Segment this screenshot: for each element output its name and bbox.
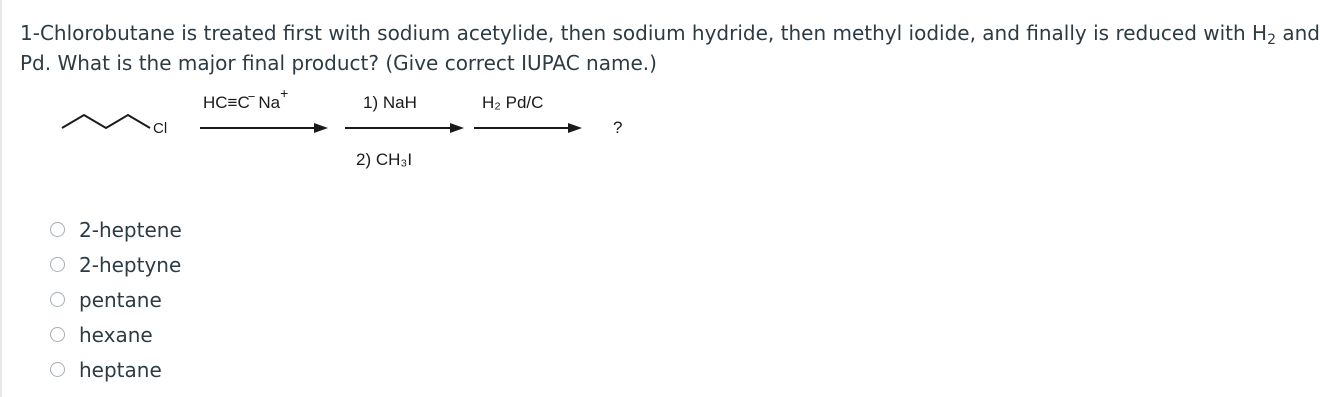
question-line-1-text: 1-Chlorobutane is treated first with sodium acetylide, then sodium hydride, then methyl iodide, and finally is reduced with H [20, 21, 1268, 45]
answer-option-hexane[interactable] [50, 317, 182, 352]
answer-option-heptane[interactable] [50, 352, 182, 387]
answer-option-2-heptyne[interactable] [50, 247, 182, 282]
question-text [20, 18, 1320, 78]
reagent-sodium-acetylide: HC≡C− Na+ [203, 85, 289, 112]
arrow-1-head [314, 123, 328, 133]
answer-option-2-heptene[interactable] [50, 212, 182, 247]
answer-option-pentane[interactable] [50, 282, 182, 317]
radio-button[interactable] [50, 222, 65, 237]
reagent-nah: 1) NaH [363, 93, 417, 112]
product-question-mark: ? [613, 118, 623, 137]
arrow-2-head [450, 123, 464, 133]
chloride-label: Cl [153, 120, 168, 137]
radio-button[interactable] [50, 327, 65, 342]
question-line-2: Pd. What is the major final product? (Give correct IUPAC name.) [20, 51, 657, 75]
answer-options [50, 212, 182, 387]
h2-subscript: 2 [1267, 32, 1277, 48]
question-line-1 [20, 18, 1320, 48]
radio-button[interactable] [50, 292, 65, 307]
answer-label: pentane [79, 287, 162, 312]
answer-label: 2-heptene [79, 217, 182, 242]
radio-button[interactable] [50, 257, 65, 272]
arrow-3-head [568, 123, 582, 133]
reaction-scheme [0, 80, 700, 200]
reagent-methyl-iodide: 2) CH₃I [356, 150, 413, 169]
radio-button[interactable] [50, 362, 65, 377]
reagent-h2-pdc: H₂ Pd/C [482, 93, 544, 112]
answer-label: heptane [79, 357, 162, 382]
question-line-1-end: and [1276, 21, 1320, 45]
answer-label: 2-heptyne [79, 252, 182, 277]
chlorobutane-skeleton [62, 115, 150, 128]
answer-label: hexane [79, 322, 153, 347]
